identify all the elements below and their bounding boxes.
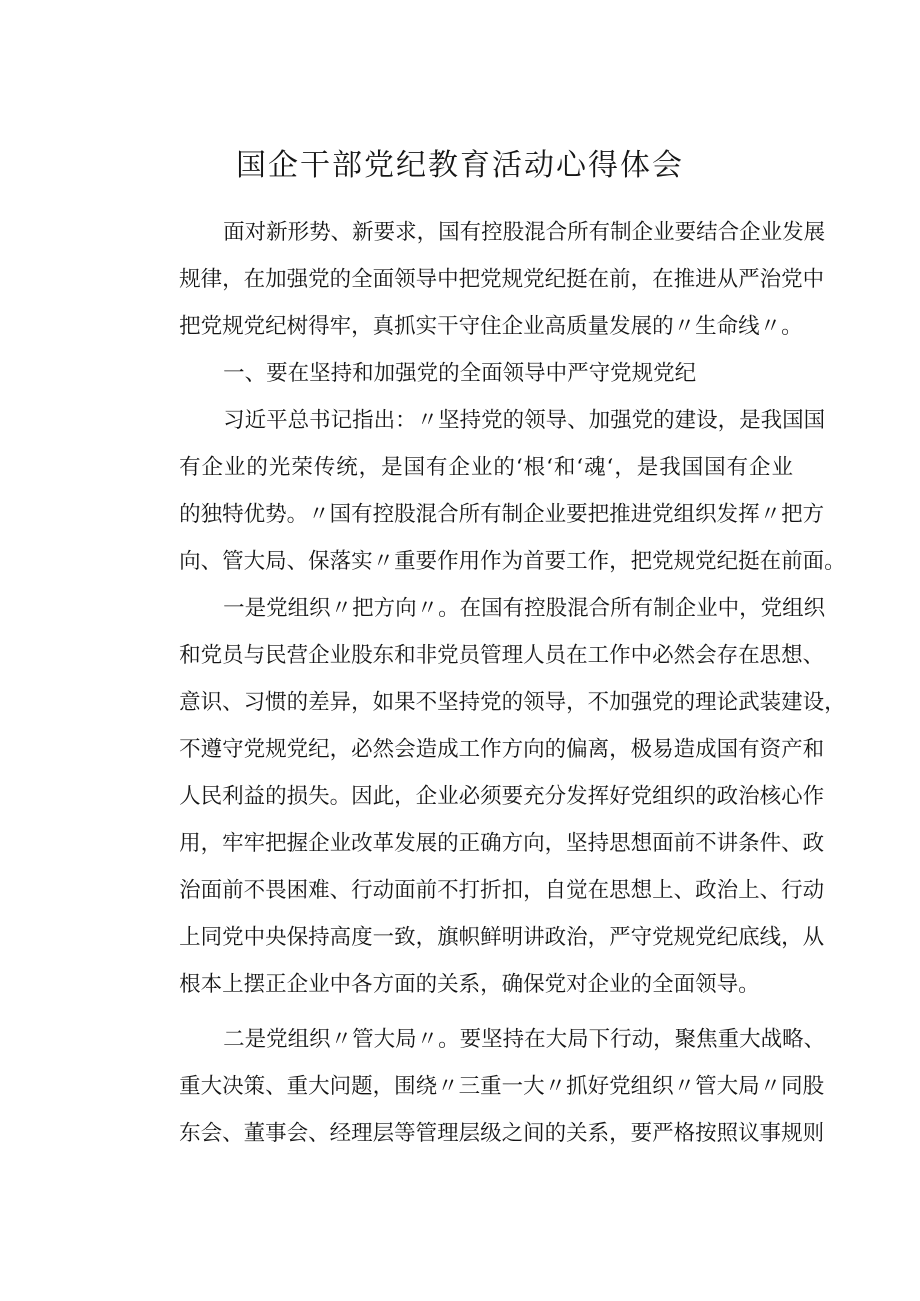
text-line: 东会、董事会、经理层等管理层级之间的关系，要严格按照议事规则 <box>179 1121 825 1146</box>
overall-situation-paragraph <box>135 1016 826 1157</box>
text-line: 和党员与民营企业股东和非党员管理人员在工作中必然会存在思想、 <box>179 643 825 668</box>
text-line: 一、要在坚持和加强党的全面领导中严守党规党纪 <box>223 361 697 386</box>
text-line: 重大决策、重大问题，围绕〃三重一大〃抓好党组织〃管大局〃同股 <box>179 1074 825 1099</box>
document-title: 国企干部党纪教育活动心得体会 <box>236 148 684 183</box>
text-line: 有企业的光荣传统，是国有企业的‘根‘和‘魂‘，是我国国有企业 <box>179 455 793 480</box>
text-line: 面对新形势、新要求，国有控股混合所有制企业要结合企业发展 <box>223 220 826 245</box>
direction-paragraph <box>135 585 846 1008</box>
section-heading <box>135 350 793 397</box>
text-line: 根本上摆正企业中各方面的关系，确保党对企业的全面领导。 <box>179 972 760 997</box>
document-body <box>135 209 846 1157</box>
text-line: 一是党组织〃把方向〃。在国有控股混合所有制企业中，党组织 <box>223 596 826 621</box>
text-line: 把党规党纪树得牢，真抓实干守住企业高质量发展的〃生命线〃。 <box>179 314 803 339</box>
text-line: 上同党中央保持高度一致，旗帜鲜明讲政治，严守党规党纪底线，从 <box>179 925 825 950</box>
text-line: 向、管大局、保落实〃重要作用作为首要工作，把党规党纪挺在前面。 <box>179 549 846 574</box>
text-line: 人民利益的损失。因此，企业必须要充分发挥好党组织的政治核心作 <box>179 784 825 809</box>
text-line: 的独特优势。〃国有控股混合所有制企业要把推进党组织发挥〃把方 <box>179 502 825 527</box>
text-line: 用，牢牢把握企业改革发展的正确方向，坚持思想面前不讲条件、政 <box>179 831 825 856</box>
text-line: 二是党组织〃管大局〃。要坚持在大局下行动，聚焦重大战略、 <box>223 1027 826 1052</box>
quote-paragraph <box>135 397 846 585</box>
text-line: 意识、习惯的差异，如果不坚持党的领导，不加强党的理论武装建设， <box>179 690 846 715</box>
text-line: 习近平总书记指出：〃坚持党的领导、加强党的建设，是我国国 <box>223 408 826 433</box>
text-line: 不遵守党规党纪，必然会造成工作方向的偏离，极易造成国有资产和 <box>179 737 825 762</box>
text-line: 规律，在加强党的全面领导中把党规党纪挺在前，在推进从严治党中 <box>179 267 825 292</box>
text-line: 治面前不畏困难、行动面前不打折扣，自觉在思想上、政治上、行动 <box>179 878 825 903</box>
intro-paragraph <box>135 209 826 350</box>
